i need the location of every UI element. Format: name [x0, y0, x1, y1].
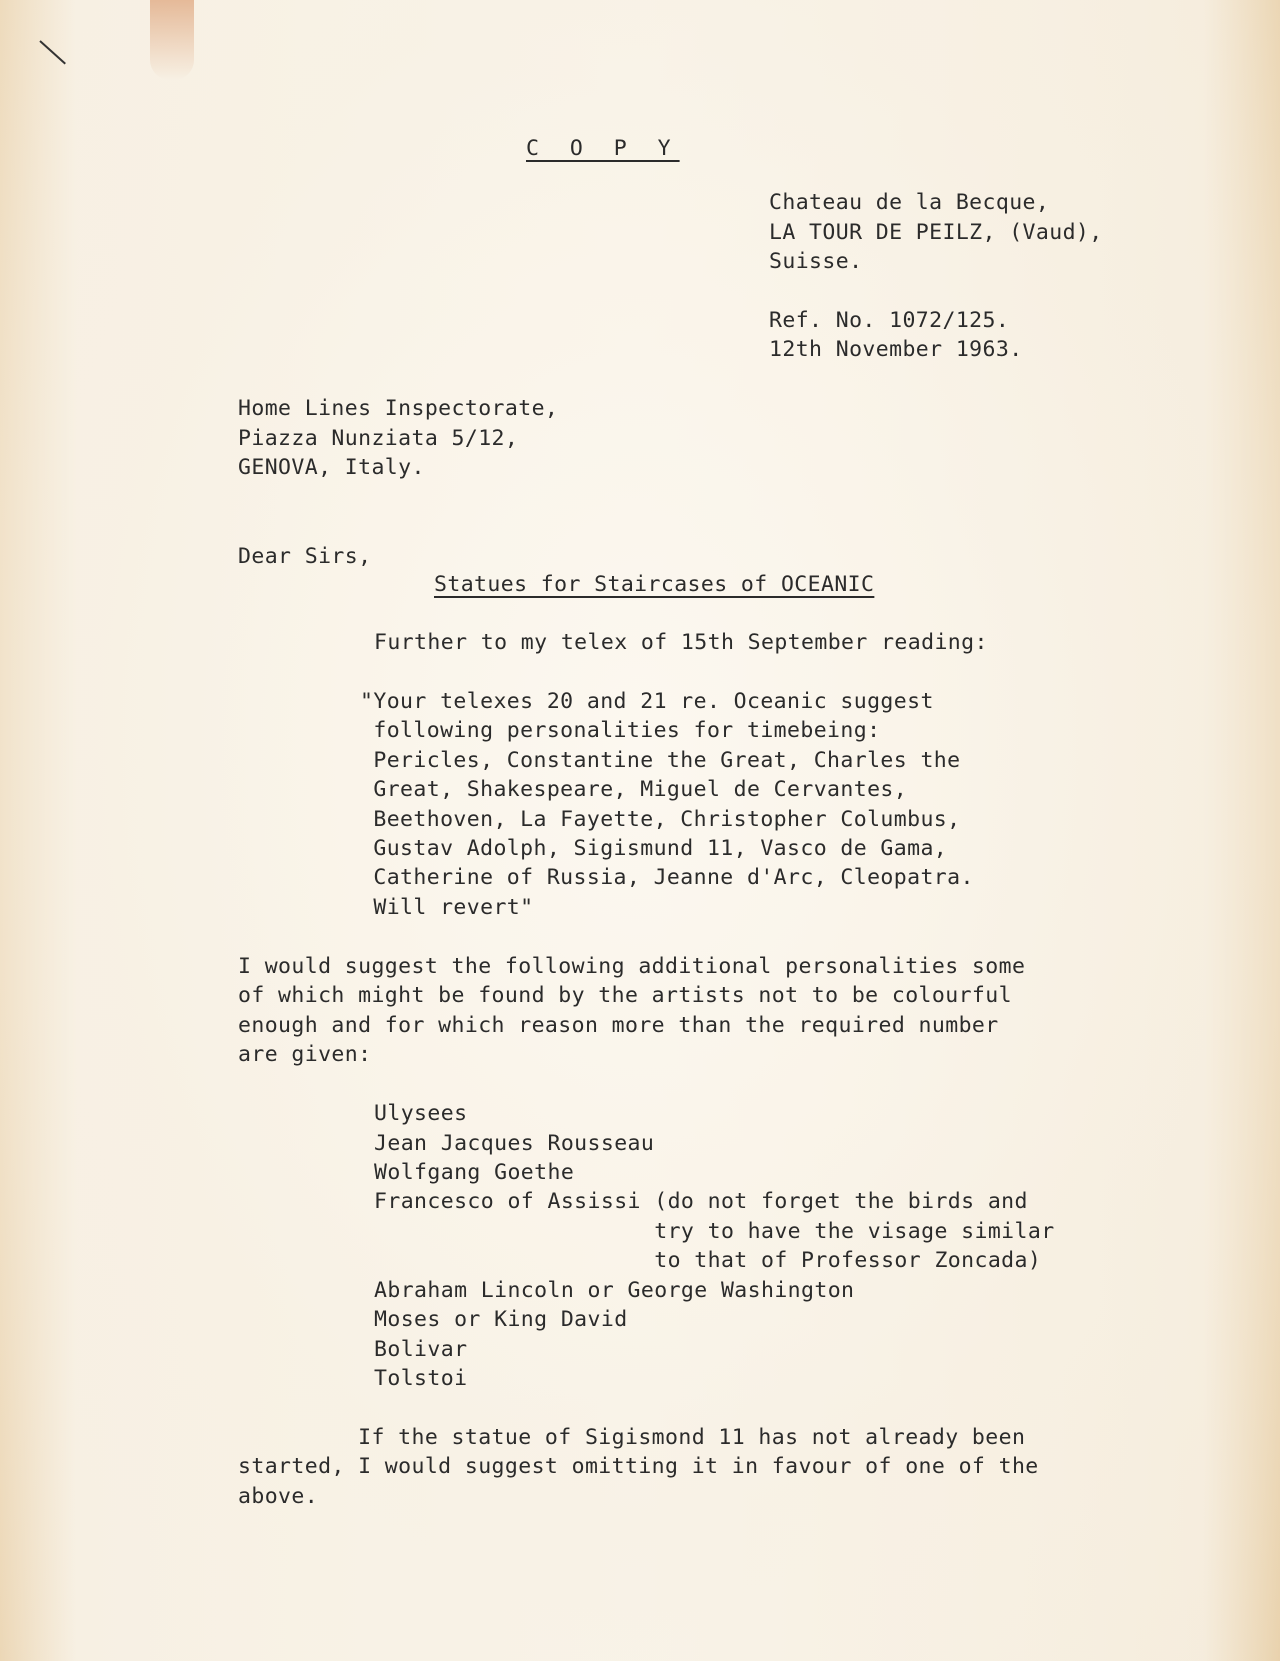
- telex-quote-line: Pericles, Constantine the Great, Charles the: [360, 748, 961, 773]
- telex-quote-line: "Your telexes 20 and 21 re. Oceanic suggest: [360, 689, 934, 714]
- personality-list-item: Tolstoi: [374, 1366, 468, 1391]
- sender-address-line: Suisse.: [769, 249, 863, 274]
- closing-paragraph-line: If the statue of Sigismond 11 has not already been: [238, 1425, 1026, 1450]
- suggestion-paragraph-line: I would suggest the following additional personalities some: [238, 954, 1026, 979]
- paper-stain: [150, 0, 194, 80]
- personality-list-item: Ulysees: [374, 1101, 468, 1126]
- pen-mark: [39, 40, 66, 64]
- sender-address-line: LA TOUR DE PEILZ, (Vaud),: [769, 220, 1103, 245]
- reference-number: Ref. No. 1072/125.: [769, 308, 1010, 333]
- subject-line: Statues for Staircases of OCEANIC: [434, 572, 875, 597]
- personality-list-item: Bolivar: [374, 1337, 468, 1362]
- sender-address-line: Chateau de la Becque,: [769, 190, 1050, 215]
- personality-list-item: Moses or King David: [374, 1307, 628, 1332]
- suggestion-paragraph-line: are given:: [238, 1042, 372, 1067]
- personality-list-item: Jean Jacques Rousseau: [374, 1131, 655, 1156]
- telex-quote-line: Will revert": [360, 895, 534, 920]
- closing-paragraph-line: above.: [238, 1484, 319, 1509]
- personality-list-item: try to have the visage similar: [374, 1219, 1055, 1244]
- recipient-address-line: Home Lines Inspectorate,: [238, 396, 559, 421]
- recipient-address-line: GENOVA, Italy.: [238, 455, 425, 480]
- closing-paragraph-line: started, I would suggest omitting it in favour of one of the: [238, 1454, 1039, 1479]
- telex-quote-line: Gustav Adolph, Sigismund 11, Vasco de Gama,: [360, 836, 948, 861]
- telex-quote-line: Beethoven, La Fayette, Christopher Columbus,: [360, 807, 961, 832]
- personality-list-item: Wolfgang Goethe: [374, 1160, 575, 1185]
- suggestion-paragraph-line: enough and for which reason more than the required number: [238, 1013, 999, 1038]
- personality-list-item: to that of Professor Zoncada): [374, 1248, 1042, 1273]
- telex-quote-line: following personalities for timebeing:: [360, 718, 881, 743]
- intro-line: Further to my telex of 15th September reading:: [374, 630, 988, 655]
- suggestion-paragraph-line: of which might be found by the artists not to be colourful: [238, 983, 1012, 1008]
- telex-quote-line: Great, Shakespeare, Miguel de Cervantes,: [360, 777, 908, 802]
- telex-quote-line: Catherine of Russia, Jeanne d'Arc, Cleopatra.: [360, 865, 974, 890]
- copy-heading: C O P Y: [526, 136, 680, 161]
- salutation: Dear Sirs,: [238, 544, 372, 569]
- personality-list-item: Francesco of Assissi (do not forget the birds and: [374, 1189, 1028, 1214]
- recipient-address-line: Piazza Nunziata 5/12,: [238, 426, 519, 451]
- personality-list-item: Abraham Lincoln or George Washington: [374, 1278, 855, 1303]
- letter-date: 12th November 1963.: [769, 337, 1023, 362]
